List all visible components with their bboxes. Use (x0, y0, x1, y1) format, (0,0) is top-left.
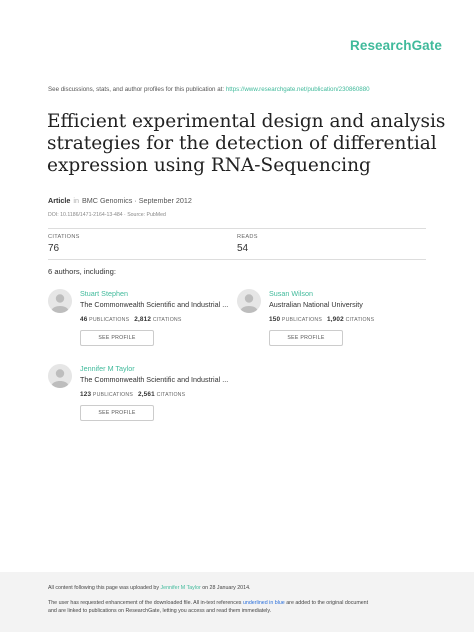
citations-count: 2,561 (137, 391, 155, 398)
enhancement-suffix: are added to the original document (284, 600, 369, 606)
see-profile-button[interactable]: SEE PROFILE (269, 330, 343, 346)
author-card (48, 364, 238, 434)
author-institution: The Commonwealth Scientific and Industrial ... (80, 375, 229, 384)
citations-label: CITATIONS (345, 317, 375, 323)
upload-notice (48, 585, 251, 591)
divider (48, 259, 426, 260)
researchgate-logo[interactable]: ResearchGate (349, 38, 442, 53)
citations-label: CITATIONS (48, 234, 80, 240)
title-line: strategies for the detection of differential (47, 133, 437, 154)
publications-count: 46 (80, 316, 88, 323)
upload-prefix: All content following this page was uploaded by (48, 585, 161, 591)
citations-count: 76 (48, 243, 60, 254)
avatar-placeholder-icon[interactable] (48, 289, 72, 313)
reads-count: 54 (237, 243, 249, 254)
article-meta (48, 196, 192, 205)
divider (48, 228, 426, 229)
footer-notice (0, 572, 474, 632)
article-type: Article (48, 196, 71, 205)
enhancement-notice-line2: and are linked to publications on ResearchGate, letting you access and read them immediately. (48, 608, 272, 614)
citations-count: 2,812 (134, 316, 152, 323)
discussion-line (48, 86, 370, 93)
author-stats (80, 316, 182, 323)
reads-label: READS (237, 234, 258, 240)
author-name-link[interactable]: Stuart Stephen (80, 289, 128, 298)
author-name-link[interactable]: Jennifer M Taylor (80, 364, 135, 373)
avatar-placeholder-icon[interactable] (48, 364, 72, 388)
citations-label: CITATIONS (156, 392, 186, 398)
citations-label: CITATIONS (152, 317, 182, 323)
see-profile-button[interactable]: SEE PROFILE (80, 330, 154, 346)
doi-source: DOI: 10.1186/1471-2164-13-484 · Source: PubMed (48, 212, 166, 218)
title-line: Efficient experimental design and analysis (47, 111, 446, 132)
uploader-link[interactable]: Jennifer M Taylor (160, 585, 201, 591)
enhancement-notice (48, 600, 368, 606)
author-name-link[interactable]: Susan Wilson (269, 289, 313, 298)
author-institution: The Commonwealth Scientific and Industrial ... (80, 300, 229, 309)
author-card (48, 289, 238, 359)
publications-label: PUBLICATIONS (89, 317, 130, 323)
citations-count: 1,902 (326, 316, 344, 323)
article-title (47, 111, 447, 177)
author-stats (269, 316, 374, 323)
upload-suffix: on 28 January 2014. (200, 585, 251, 591)
see-profile-button[interactable]: SEE PROFILE (80, 405, 154, 421)
underlined-blue-text: underlined in blue (242, 600, 285, 606)
publications-label: PUBLICATIONS (281, 317, 322, 323)
publications-count: 123 (80, 391, 92, 398)
title-line: expression using RNA-Sequencing (47, 155, 371, 176)
publications-label: PUBLICATIONS (92, 392, 133, 398)
discussion-text: See discussions, stats, and author profiles for this publication at: (48, 86, 226, 93)
in-word: in (73, 196, 79, 205)
avatar-placeholder-icon[interactable] (237, 289, 261, 313)
journal-date[interactable]: BMC Genomics · September 2012 (81, 196, 192, 205)
author-institution: Australian National University (269, 300, 363, 309)
authors-heading: 6 authors, including: (48, 267, 116, 276)
author-stats (80, 391, 185, 398)
publications-count: 150 (269, 316, 281, 323)
author-card (237, 289, 427, 359)
publication-url-link[interactable]: https://www.researchgate.net/publication/230860880 (225, 86, 370, 93)
enhancement-prefix: The user has requested enhancement of the downloaded file. All in-text references (48, 600, 243, 606)
